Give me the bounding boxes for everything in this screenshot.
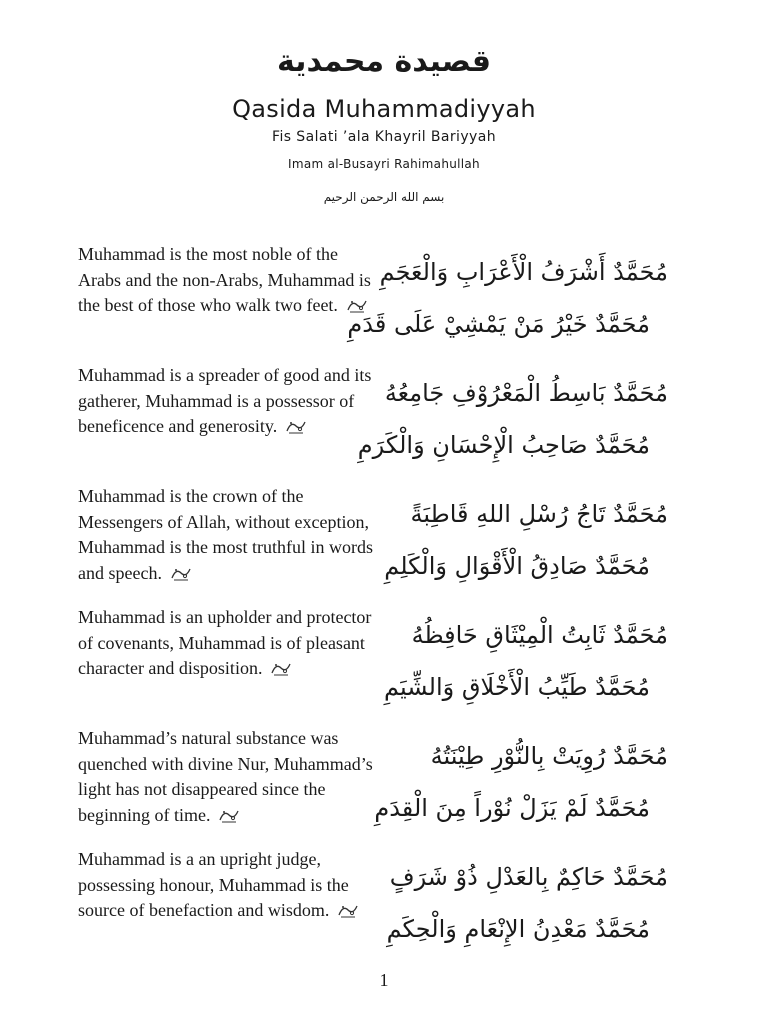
verse-arabic-line-1: مُحَمَّدٌ رُوِيَتْ بِالنُّوْرِ طِيْنَتُهُ: [430, 742, 668, 770]
salawat-icon: [270, 660, 292, 676]
author-line: Imam al-Busayri Rahimahullah: [288, 157, 480, 171]
verse-list: [0, 242, 768, 968]
verse-arabic-line-2: مُحَمَّدٌ لَمْ يَزَلْ نُوْراً مِنَ الْقِدَمِ: [374, 794, 650, 822]
subtitle: Fis Salati ’ala Khayril Bariyyah: [272, 129, 496, 145]
verse-arabic-line-2: مُحَمَّدٌ خَيْرُ مَنْ يَمْشِيْ عَلَى قَدَمِ: [347, 310, 650, 338]
verse-arabic: [368, 851, 668, 955]
verse-arabic: [357, 367, 668, 471]
verse-arabic-line-1: مُحَمَّدٌ حَاكِمٌ بِالعَدْلِ ذُوْ شَرَفٍ: [389, 863, 668, 891]
verse-4: [0, 605, 768, 726]
page-header: [0, 40, 768, 206]
verse-5: [0, 726, 768, 847]
verse-translation: [78, 847, 378, 924]
arabic-title: قصيدة محمدية: [276, 44, 492, 79]
verse-arabic-line-2: مُحَمَّدٌ طَيِّبُ الْأَخْلَاقِ وَالشِّيَمِ: [384, 673, 650, 701]
verse-3: [0, 484, 768, 605]
verse-2: [0, 363, 768, 484]
verse-arabic: [368, 609, 668, 713]
verse-translation: [78, 605, 378, 682]
verse-arabic-line-2: مُحَمَّدٌ صَادِقُ الْأَقْوَالِ وَالْكَلِمِ: [384, 552, 650, 580]
verse-translation-text: Muhammad is the crown of the Messengers of Allah, without exception, Muhammad is the most truthful in words and speech.: [78, 486, 373, 583]
verse-arabic-line-1: مُحَمَّدٌ بَاسِطُ الْمَعْرُوْفِ جَامِعُهُ: [384, 379, 668, 407]
page-number: 1: [379, 970, 389, 990]
verse-translation-text: Muhammad is a spreader of good and its gatherer, Muhammad is a possessor of beneficence and generosity.: [78, 365, 372, 436]
verse-translation: [78, 726, 378, 828]
verse-arabic: [368, 730, 668, 834]
verse-arabic: [368, 488, 668, 592]
verse-translation: [78, 363, 378, 440]
verse-translation-text: Muhammad is a an upright judge, possessing honour, Muhammad is the source of benefaction and wisdom.: [78, 849, 349, 920]
verse-arabic: [347, 246, 668, 350]
verse-translation-text: Muhammad’s natural substance was quenched with divine Nur, Muhammad’s light has not disappeared since the beginning of time.: [78, 728, 373, 825]
verse-arabic-line-2: مُحَمَّدٌ صَاحِبُ الْإِحْسَانِ وَالْكَرَمِ: [357, 431, 650, 459]
salawat-icon: [285, 418, 307, 434]
verse-6: [0, 847, 768, 968]
verse-translation-text: Muhammad is an upholder and protector of covenants, Muhammad is of pleasant character and disposition.: [78, 607, 372, 678]
basmala: بسم الله الرحمن الرحيم: [323, 190, 445, 204]
english-title: Qasida Muhammadiyyah: [232, 95, 536, 123]
salawat-icon: [337, 902, 359, 918]
salawat-icon: [170, 565, 192, 581]
salawat-icon: [218, 807, 240, 823]
verse-arabic-line-1: مُحَمَّدٌ تَاجُ رُسْلِ اللهِ قَاطِبَةً: [410, 500, 668, 528]
verse-arabic-line-1: مُحَمَّدٌ ثَابِتُ الْمِيْثَاقِ حَافِظُهُ: [411, 621, 668, 649]
verse-arabic-line-2: مُحَمَّدٌ مَعْدِنُ الإِنْعَامِ وَالْحِكَمِ: [386, 915, 650, 943]
verse-1: [0, 242, 768, 363]
verse-translation: [78, 242, 378, 319]
verse-translation: [78, 484, 378, 586]
verse-translation-text: Muhammad is the most noble of the Arabs and the non-Arabs, Muhammad is the best of those who walk two feet.: [78, 244, 371, 315]
verse-arabic-line-1: مُحَمَّدٌ أَشْرَفُ الْأَعْرَابِ وَالْعَجَمِ: [379, 258, 668, 286]
